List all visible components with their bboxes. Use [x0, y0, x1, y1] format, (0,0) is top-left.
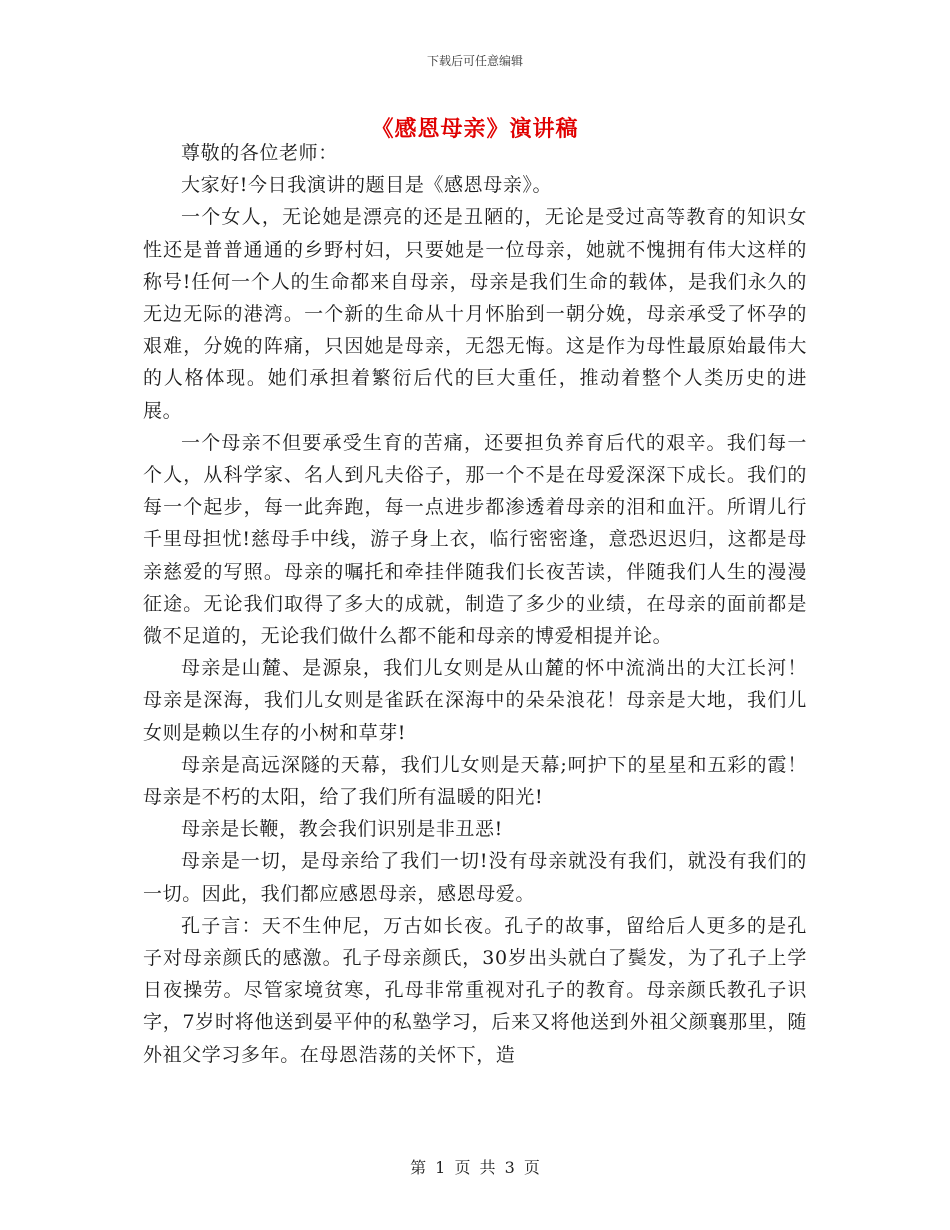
body-paragraph: 母亲是高远深隧的天幕，我们儿女则是天幕;呵护下的星星和五彩的霞！母亲是不朽的太阳，给了我们所有温暖的阳光!	[143, 753, 807, 809]
body-paragraph: 母亲是长鞭，教会我们识别是非丑恶!	[181, 818, 503, 841]
body-paragraph: 孔子言：天不生仲尼，万古如长夜。孔子的故事，留给后人更多的是孔子对母亲颜氏的感激。孔子母亲颜氏，30岁出头就白了鬓发，为了孔子上学日夜操劳。尽管家境贫寒，孔母非常重视对孔子的教育。母亲颜氏教孔子识字，7岁时将他送到晏平仲的私塾学习，后来又将他送到外祖父颜襄那里，随外祖父学习多年。在母恩浩荡的关怀下，造	[143, 914, 807, 1066]
body-paragraph: 母亲是一切，是母亲给了我们一切!没有母亲就没有我们，就没有我们的一切。因此，我们都应感恩母亲，感恩母爱。	[143, 850, 807, 905]
page-footer: 第 1 页 共 3 页	[410, 1158, 540, 1177]
body-paragraph: 母亲是山麓、是源泉，我们儿女则是从山麓的怀中流淌出的大江长河！母亲是深海，我们儿女则是雀跃在深海中的朵朵浪花！母亲是大地，我们儿女则是赖以生存的小树和草芽!	[143, 657, 807, 744]
document-body	[143, 137, 807, 1071]
body-paragraph: 一个母亲不但要承受生育的苦痛，还要担负养育后代的艰辛。我们每一个人，从科学家、名人到凡夫俗子，那一个不是在母爱深深下成长。我们的每一个起步，每一此奔跑，每一点进步都渗透着母亲的泪和血汗。所谓儿行千里母担忧!慈母手中线，游子身上衣，临行密密逢，意恐迟迟归，这都是母亲慈爱的写照。母亲的嘱托和牵挂伴随我们长夜苦读，伴随我们人生的漫漫征途。无论我们取得了多大的成就，制造了多少的业绩，在母亲的面前都是微不足道的，无论我们做什么都不能和母亲的博爱相提并论。	[143, 431, 807, 648]
body-paragraph: 一个女人，无论她是漂亮的还是丑陋的，无论是受过高等教育的知识女性还是普普通通的乡野村妇，只要她是一位母亲，她就不愧拥有伟大这样的称号!任何一个人的生命都来自母亲，母亲是我们生命的载体，是我们永久的无边无际的港湾。一个新的生命从十月怀胎到一朝分娩，母亲承受了怀孕的艰难，分娩的阵痛，只因她是母亲，无怨无悔。这是作为母性最原始最伟大的人格体现。她们承担着繁衍后代的巨大重任，推动着整个人类历史的进展。	[143, 206, 807, 422]
document-title: 《感恩母亲》演讲稿	[371, 116, 579, 142]
body-paragraph: 大家好!今日我演讲的题目是《感恩母亲》。	[181, 174, 553, 197]
header-note: 下载后可任意编辑	[426, 54, 523, 68]
salutation: 尊敬的各位老师：	[181, 142, 338, 164]
